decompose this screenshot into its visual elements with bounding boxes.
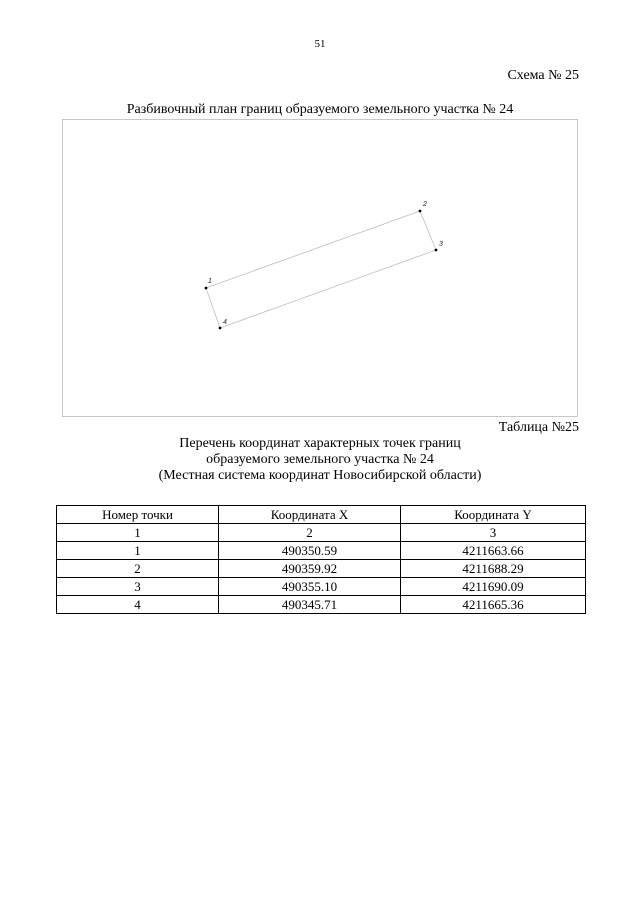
table-heading-line-2: образуемого земельного участка № 24: [206, 452, 434, 467]
table-row: [57, 542, 586, 560]
plan-svg: [63, 120, 579, 418]
table-cell: 1: [57, 542, 219, 560]
point-label-1: 1: [208, 278, 212, 285]
table-row: [57, 596, 586, 614]
header-coord-x: Координата X: [219, 506, 401, 524]
boundary-point-1: [205, 287, 208, 290]
table-cell: 4211663.66: [401, 542, 586, 560]
parcel-boundary: [206, 211, 436, 328]
point-label-3: 3: [439, 241, 443, 248]
table-cell: 2: [219, 524, 401, 542]
header-point-number: Номер точки: [57, 506, 219, 524]
table-row: [57, 560, 586, 578]
boundary-point-4: [219, 327, 222, 330]
table-cell: 3: [57, 578, 219, 596]
table-cell: 4211665.36: [401, 596, 586, 614]
page-number: 51: [314, 38, 326, 50]
table-cell: 1: [57, 524, 219, 542]
table-cell: 490359.92: [219, 560, 401, 578]
boundary-point-3: [435, 249, 438, 252]
point-label-2: 2: [423, 201, 427, 208]
table-cell: 4211690.09: [401, 578, 586, 596]
table-heading-line-1: Перечень координат характерных точек границ: [179, 436, 461, 451]
boundary-point-2: [419, 210, 422, 213]
scheme-label: Схема № 25: [507, 68, 579, 83]
coordinates-table: [56, 505, 586, 614]
point-label-4: 4: [223, 319, 227, 326]
plan-title: Разбивочный план границ образуемого земельного участка № 24: [126, 102, 514, 117]
table-cell: 2: [57, 560, 219, 578]
table-header-row: [57, 506, 586, 524]
table-cell: 490355.10: [219, 578, 401, 596]
header-coord-y: Координата Y: [401, 506, 586, 524]
table-cell: 3: [401, 524, 586, 542]
table-cell: 490350.59: [219, 542, 401, 560]
table-index-row: [57, 524, 586, 542]
table-cell: 4: [57, 596, 219, 614]
table-cell: 4211688.29: [401, 560, 586, 578]
table-row: [57, 578, 586, 596]
table-label: Таблица №25: [498, 420, 579, 435]
table-heading-line-3: (Местная система координат Новосибирской области): [158, 468, 482, 483]
table-cell: 490345.71: [219, 596, 401, 614]
plan-drawing: [62, 119, 578, 417]
table-heading: [0, 436, 640, 484]
